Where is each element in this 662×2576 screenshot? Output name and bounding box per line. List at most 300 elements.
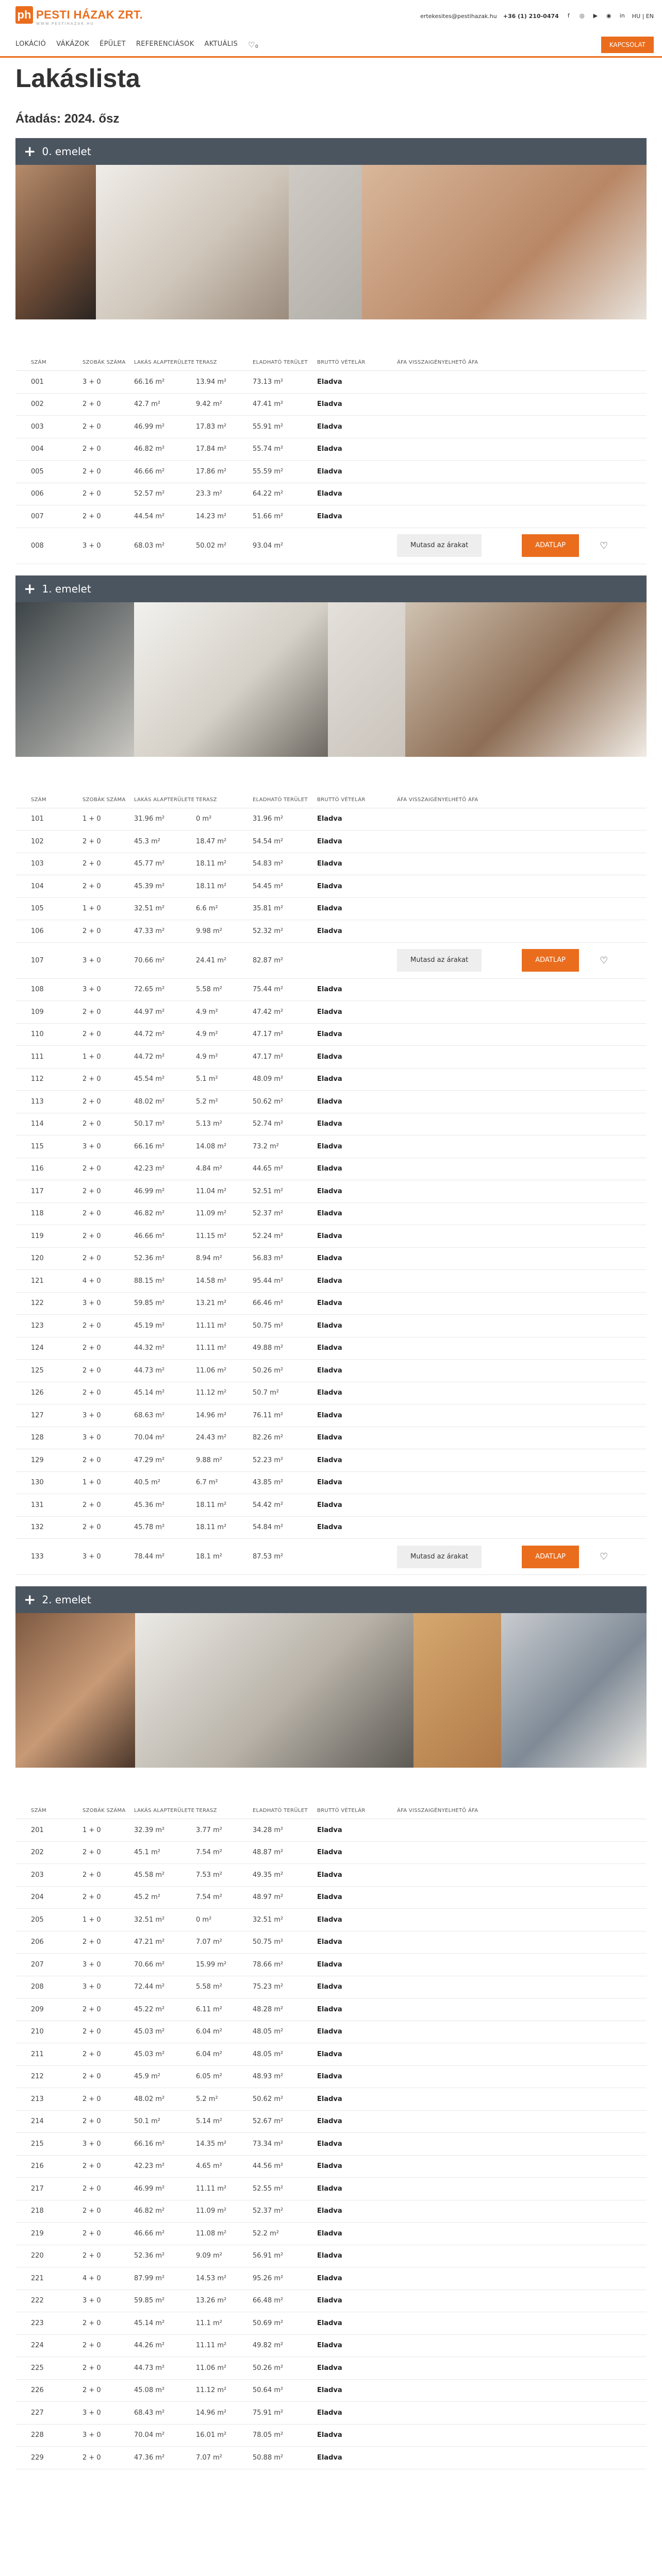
- column-header: TERASZ: [196, 796, 217, 803]
- table-cell: 7.54 m²: [196, 1849, 222, 1857]
- gallery-photo[interactable]: [134, 602, 328, 757]
- status-cell: Eladva: [317, 2297, 342, 2305]
- table-row: [15, 2111, 647, 2133]
- gallery-photo[interactable]: [405, 602, 647, 757]
- table-cell: 11.15 m²: [196, 1232, 227, 1240]
- status-cell: Eladva: [317, 1523, 342, 1532]
- table-cell: 70.66 m²: [134, 1960, 165, 1969]
- phone-link[interactable]: +36 (1) 210-0474: [503, 12, 559, 20]
- table-cell: 52.24 m²: [253, 1232, 284, 1240]
- table-cell: 66.46 m²: [253, 1299, 284, 1308]
- table-cell: 3 + 0: [82, 986, 101, 994]
- table-cell: 228: [31, 2431, 44, 2439]
- table-cell: 82.26 m²: [253, 1434, 284, 1442]
- table-cell: 73.34 m²: [253, 2140, 284, 2148]
- table-row: [15, 1180, 647, 1203]
- table-cell: 4.84 m²: [196, 1165, 222, 1173]
- table-cell: 2 + 0: [82, 1165, 101, 1173]
- table-cell: 9.42 m²: [196, 400, 222, 409]
- table-cell: 52.74 m²: [253, 1120, 284, 1128]
- table-cell: 32.51 m²: [253, 1916, 284, 1924]
- status-cell: Eladva: [317, 1938, 342, 1946]
- table-cell: 52.2 m²: [253, 2229, 279, 2238]
- show-prices-button[interactable]: Mutasd az árakat: [397, 1546, 482, 1568]
- table-cell: 103: [31, 860, 44, 868]
- table-cell: 48.02 m²: [134, 2095, 165, 2103]
- table-cell: 130: [31, 1479, 44, 1487]
- table-cell: 44.26 m²: [134, 2342, 165, 2350]
- table-cell: 45.77 m²: [134, 860, 165, 868]
- table-cell: 108: [31, 986, 44, 994]
- table-cell: 40.5 m²: [134, 1479, 160, 1487]
- table-cell: 64.22 m²: [253, 490, 284, 498]
- table-cell: 50.7 m²: [253, 1389, 279, 1397]
- logo-mark: ph: [15, 6, 33, 24]
- table-cell: 44.56 m²: [253, 2162, 284, 2171]
- table-cell: 45.3 m²: [134, 837, 160, 845]
- table-cell: 113: [31, 1097, 44, 1106]
- floor-toggle[interactable]: [15, 575, 647, 602]
- table-row: [15, 2178, 647, 2200]
- table-cell: 45.1 m²: [134, 1849, 160, 1857]
- table-cell: 46.66 m²: [134, 1232, 165, 1240]
- table-cell: 50.75 m²: [253, 1321, 284, 1330]
- show-prices-button[interactable]: Mutasd az árakat: [397, 534, 482, 557]
- logo[interactable]: [15, 6, 143, 24]
- table-cell: 210: [31, 2028, 44, 2036]
- spotify-icon[interactable]: ◉: [606, 12, 611, 19]
- column-header: ÁFA VISSZAIGÉNYELHETŐ ÁFA: [397, 796, 478, 803]
- table-cell: 44.72 m²: [134, 1030, 165, 1039]
- nav-item[interactable]: AKTUÁLIS: [204, 40, 238, 48]
- table-cell: 14.08 m²: [196, 1142, 227, 1150]
- table-cell: 55.59 m²: [253, 467, 284, 476]
- floor-title: 2. emelet: [42, 1594, 91, 1606]
- table-cell: 221: [31, 2274, 44, 2282]
- table-row: [15, 1472, 647, 1495]
- table-cell: 17.84 m²: [196, 445, 227, 453]
- table-row: [15, 394, 647, 416]
- column-header: SZÁM: [31, 1808, 46, 1814]
- table-cell: 2 + 0: [82, 1075, 101, 1083]
- table-cell: 70.66 m²: [134, 956, 165, 964]
- table-cell: 2 + 0: [82, 1389, 101, 1397]
- status-cell: Eladva: [317, 400, 342, 409]
- table-cell: 45.54 m²: [134, 1075, 165, 1083]
- table-cell: 45.2 m²: [134, 1893, 160, 1902]
- table-cell: 14.96 m²: [196, 1411, 227, 1419]
- table-cell: 105: [31, 905, 44, 913]
- table-cell: 82.87 m²: [253, 956, 284, 964]
- status-cell: Eladva: [317, 1232, 342, 1240]
- table-cell: 18.11 m²: [196, 1501, 227, 1509]
- table-cell: 104: [31, 882, 44, 890]
- table-cell: 54.42 m²: [253, 1501, 284, 1509]
- table-cell: 50.75 m²: [253, 1938, 284, 1946]
- table-cell: 17.83 m²: [196, 422, 227, 431]
- linkedin-icon[interactable]: in: [619, 12, 625, 19]
- table-row: [15, 1024, 647, 1046]
- details-button[interactable]: ADATLAP: [522, 534, 579, 557]
- table-cell: 2 + 0: [82, 1366, 101, 1375]
- status-cell: Eladva: [317, 1030, 342, 1039]
- status-cell: Eladva: [317, 2431, 342, 2439]
- actions-cell: [397, 534, 639, 557]
- table-cell: 227: [31, 2409, 44, 2417]
- table-row: [15, 505, 647, 528]
- table-cell: 205: [31, 1916, 44, 1924]
- youtube-icon[interactable]: ▶: [593, 12, 598, 19]
- table-cell: 52.55 m²: [253, 2184, 284, 2193]
- instagram-icon[interactable]: ◎: [579, 12, 585, 19]
- nav-item[interactable]: LOKÁCIÓ: [15, 40, 46, 48]
- table-cell: 45.22 m²: [134, 2005, 165, 2013]
- table-row: [15, 2066, 647, 2089]
- table-cell: 46.82 m²: [134, 445, 165, 453]
- show-prices-button[interactable]: Mutasd az árakat: [397, 949, 482, 972]
- table-row: [15, 2043, 647, 2066]
- gallery-photo[interactable]: [501, 1613, 647, 1768]
- table-cell: 2 + 0: [82, 860, 101, 868]
- table-row: [15, 1931, 647, 1954]
- table-row: [15, 1136, 647, 1158]
- column-header: SZOBÁK SZÁMA: [82, 1808, 126, 1814]
- table-cell: 47.17 m²: [253, 1053, 284, 1061]
- gallery-photo[interactable]: [15, 602, 134, 757]
- nav-item[interactable]: REFERENCIÁSOK: [136, 40, 194, 48]
- table-cell: 106: [31, 927, 44, 935]
- status-cell: Eladva: [317, 2005, 342, 2013]
- nav-item[interactable]: ÉPÜLET: [100, 40, 126, 48]
- table-cell: 3.77 m²: [196, 1826, 222, 1834]
- table-cell: 43.85 m²: [253, 1479, 284, 1487]
- table-cell: 3 + 0: [82, 378, 101, 386]
- table-cell: 114: [31, 1120, 44, 1128]
- table-cell: 17.86 m²: [196, 467, 227, 476]
- table-cell: 51.66 m²: [253, 512, 284, 520]
- table-cell: 208: [31, 1983, 44, 1991]
- table-cell: 3 + 0: [82, 1553, 101, 1561]
- gallery-photo[interactable]: [96, 165, 289, 319]
- table-cell: 2 + 0: [82, 1321, 101, 1330]
- status-cell: Eladva: [317, 2184, 342, 2193]
- table-cell: 66.16 m²: [134, 378, 165, 386]
- status-cell: Eladva: [317, 2095, 342, 2103]
- table-row: [15, 2021, 647, 2044]
- logo-subtitle: WWW.PESTIHAZAK.HU: [36, 22, 94, 26]
- table-cell: 209: [31, 2005, 44, 2013]
- table-cell: 11.1 m²: [196, 2319, 222, 2327]
- table-cell: 7.54 m²: [196, 1893, 222, 1902]
- table-row: [15, 1494, 647, 1517]
- table-cell: 226: [31, 2386, 44, 2395]
- status-cell: Eladva: [317, 512, 342, 520]
- table-cell: 14.96 m²: [196, 2409, 227, 2417]
- table-row: [15, 1248, 647, 1270]
- table-row: [15, 2290, 647, 2313]
- table-cell: 45.78 m²: [134, 1523, 165, 1532]
- status-cell: Eladva: [317, 2140, 342, 2148]
- table-cell: 2 + 0: [82, 1008, 101, 1016]
- status-cell: Eladva: [317, 1075, 342, 1083]
- table-cell: 2 + 0: [82, 1344, 101, 1352]
- table-cell: 2 + 0: [82, 1120, 101, 1128]
- table-cell: 50.26 m²: [253, 1366, 284, 1375]
- table-cell: 102: [31, 837, 44, 845]
- status-cell: Eladva: [317, 860, 342, 868]
- table-cell: 2 + 0: [82, 490, 101, 498]
- table-cell: 2 + 0: [82, 2005, 101, 2013]
- table-cell: 59.85 m²: [134, 1299, 165, 1308]
- table-cell: 45.03 m²: [134, 2028, 165, 2036]
- status-cell: Eladva: [317, 2409, 342, 2417]
- status-cell: Eladva: [317, 2386, 342, 2395]
- table-cell: 31.96 m²: [253, 815, 284, 823]
- table-cell: 52.57 m²: [134, 490, 165, 498]
- table-cell: 2 + 0: [82, 2184, 101, 2193]
- table-row: [15, 1517, 647, 1539]
- table-cell: 7.07 m²: [196, 2453, 222, 2462]
- nav-item[interactable]: VÁKÁZOK: [56, 40, 90, 48]
- table-cell: 45.19 m²: [134, 1321, 165, 1330]
- status-cell: Eladva: [317, 1120, 342, 1128]
- table-row: [15, 1539, 647, 1575]
- table-cell: 18.11 m²: [196, 1523, 227, 1532]
- table-cell: 11.08 m²: [196, 2229, 227, 2238]
- table-cell: 2 + 0: [82, 2050, 101, 2058]
- floor-toggle[interactable]: [15, 138, 647, 165]
- table-row: [15, 1404, 647, 1427]
- table-cell: 52.36 m²: [134, 2252, 165, 2260]
- status-cell: Eladva: [317, 1960, 342, 1969]
- table-row: [15, 416, 647, 438]
- table-cell: 9.98 m²: [196, 927, 222, 935]
- table-cell: 2 + 0: [82, 2207, 101, 2215]
- table-cell: 203: [31, 1871, 44, 1879]
- floor-gallery: [15, 165, 647, 319]
- status-cell: Eladva: [317, 927, 342, 935]
- table-cell: 52.51 m²: [253, 1187, 284, 1195]
- gallery-photo[interactable]: [328, 602, 405, 757]
- floor-toggle[interactable]: [15, 1586, 647, 1613]
- table-cell: 112: [31, 1075, 44, 1083]
- table-cell: 23.3 m²: [196, 490, 222, 498]
- table-row: [15, 1046, 647, 1069]
- table-row: [15, 1113, 647, 1136]
- gallery-photo[interactable]: [413, 1613, 501, 1768]
- table-cell: 2 + 0: [82, 1501, 101, 1509]
- favorites-heart-icon[interactable]: ♡ 0: [248, 40, 259, 49]
- table-cell: 44.73 m²: [134, 1366, 165, 1375]
- table-cell: 110: [31, 1030, 44, 1039]
- status-cell: Eladva: [317, 1411, 342, 1419]
- floor-list: [0, 138, 662, 2469]
- table-cell: 2 + 0: [82, 2095, 101, 2103]
- status-cell: Eladva: [317, 1479, 342, 1487]
- table-cell: 34.28 m²: [253, 1826, 284, 1834]
- table-cell: 4 + 0: [82, 1277, 101, 1285]
- table-row: [15, 853, 647, 876]
- table-row: [15, 920, 647, 943]
- table-cell: 213: [31, 2095, 44, 2103]
- status-cell: Eladva: [317, 837, 342, 845]
- table-cell: 78.05 m²: [253, 2431, 284, 2439]
- table-row: [15, 1225, 647, 1248]
- table-row: [15, 2245, 647, 2268]
- table-cell: 55.91 m²: [253, 422, 284, 431]
- table-cell: 4.65 m²: [196, 2162, 222, 2171]
- table-row: [15, 371, 647, 394]
- heart-icon[interactable]: ♡: [600, 540, 608, 551]
- table-cell: 66.48 m²: [253, 2297, 284, 2305]
- table-cell: 44.65 m²: [253, 1165, 284, 1173]
- table-cell: 47.42 m²: [253, 1008, 284, 1016]
- email-link[interactable]: ertekesites@pestihazak.hu: [420, 12, 497, 20]
- table-cell: 75.23 m²: [253, 1983, 284, 1991]
- table-cell: 54.45 m²: [253, 882, 284, 890]
- gallery-photo[interactable]: [15, 165, 96, 319]
- table-cell: 50.88 m²: [253, 2453, 284, 2462]
- table-row: [15, 1158, 647, 1181]
- table-cell: 52.32 m²: [253, 927, 284, 935]
- table-cell: 76.11 m²: [253, 1411, 284, 1419]
- table-cell: 24.43 m²: [196, 1434, 227, 1442]
- details-button[interactable]: ADATLAP: [522, 1546, 579, 1568]
- table-cell: 2 + 0: [82, 1255, 101, 1263]
- table-cell: 70.04 m²: [134, 2431, 165, 2439]
- table-cell: 68.03 m²: [134, 541, 165, 550]
- table-cell: 32.51 m²: [134, 1916, 165, 1924]
- table-cell: 3 + 0: [82, 541, 101, 550]
- table-cell: 2 + 0: [82, 1523, 101, 1532]
- table-cell: 6.6 m²: [196, 905, 218, 913]
- table-cell: 18.1 m²: [196, 1553, 222, 1561]
- status-cell: Eladva: [317, 905, 342, 913]
- main-nav: [0, 32, 662, 58]
- table-cell: 223: [31, 2319, 44, 2327]
- floor-title: 1. emelet: [42, 582, 91, 595]
- table-cell: 2 + 0: [82, 1210, 101, 1218]
- table-cell: 109: [31, 1008, 44, 1016]
- status-cell: Eladva: [317, 1299, 342, 1308]
- table-cell: 217: [31, 2184, 44, 2193]
- table-cell: 2 + 0: [82, 1871, 101, 1879]
- table-cell: 32.39 m²: [134, 1826, 165, 1834]
- status-cell: Eladva: [317, 2028, 342, 2036]
- table-cell: 5.2 m²: [196, 1097, 218, 1106]
- gallery-photo[interactable]: [289, 165, 362, 319]
- table-cell: 47.21 m²: [134, 1938, 165, 1946]
- status-cell: Eladva: [317, 1321, 342, 1330]
- table-cell: 2 + 0: [82, 2342, 101, 2350]
- table-cell: 73.2 m²: [253, 1142, 279, 1150]
- column-header: SZOBÁK SZÁMA: [82, 796, 126, 803]
- table-cell: 32.51 m²: [134, 905, 165, 913]
- table-cell: 116: [31, 1165, 44, 1173]
- table-cell: 1 + 0: [82, 1826, 101, 1834]
- table-cell: 2 + 0: [82, 1030, 101, 1039]
- table-cell: 2 + 0: [82, 1893, 101, 1902]
- table-cell: 46.82 m²: [134, 2207, 165, 2215]
- table-cell: 55.74 m²: [253, 445, 284, 453]
- facebook-icon[interactable]: f: [567, 12, 570, 19]
- gallery-photo[interactable]: [362, 165, 647, 319]
- table-cell: 46.82 m²: [134, 1210, 165, 1218]
- column-header: TERASZ: [196, 1808, 217, 1814]
- table-cell: 6.05 m²: [196, 2073, 222, 2081]
- table-cell: 2 + 0: [82, 2229, 101, 2238]
- table-cell: 2 + 0: [82, 400, 101, 409]
- column-header: LAKÁS ALAPTERÜLETE: [134, 1808, 195, 1814]
- favorites-count: 0: [255, 44, 259, 49]
- table-cell: 002: [31, 400, 44, 409]
- table-row: [15, 1909, 647, 1931]
- table-cell: 5.1 m²: [196, 1075, 218, 1083]
- table-cell: 24.41 m²: [196, 956, 227, 964]
- table-cell: 2 + 0: [82, 2162, 101, 2171]
- table-row: [15, 2088, 647, 2111]
- table-cell: 115: [31, 1142, 44, 1150]
- heart-icon[interactable]: ♡: [600, 1551, 608, 1562]
- table-cell: 9.09 m²: [196, 2252, 222, 2260]
- table-cell: 111: [31, 1053, 44, 1061]
- column-header: ÁFA VISSZAIGÉNYELHETŐ ÁFA: [397, 1808, 478, 1814]
- column-header: SZOBÁK SZÁMA: [82, 360, 126, 365]
- table-cell: 6.04 m²: [196, 2050, 222, 2058]
- table-cell: 14.53 m²: [196, 2274, 227, 2282]
- table-cell: 47.29 m²: [134, 1456, 165, 1464]
- gallery-photo[interactable]: [15, 1613, 135, 1768]
- table-cell: 45.39 m²: [134, 882, 165, 890]
- table-cell: 18.47 m²: [196, 837, 227, 845]
- language-switch[interactable]: HU | EN: [632, 12, 654, 20]
- table-cell: 52.37 m²: [253, 1210, 284, 1218]
- table-row: [15, 1337, 647, 1360]
- details-button[interactable]: ADATLAP: [522, 949, 579, 972]
- table-cell: 2 + 0: [82, 2386, 101, 2395]
- status-cell: Eladva: [317, 1983, 342, 1991]
- table-cell: 5.14 m²: [196, 2117, 222, 2126]
- contact-button[interactable]: KAPCSOLAT: [601, 37, 654, 53]
- table-cell: 47.17 m²: [253, 1030, 284, 1039]
- status-cell: Eladva: [317, 1165, 342, 1173]
- table-cell: 42.23 m²: [134, 2162, 165, 2171]
- table-row: [15, 1069, 647, 1091]
- plus-icon: +: [24, 1591, 36, 1608]
- table-cell: 68.43 m²: [134, 2409, 165, 2417]
- table-cell: 4 + 0: [82, 2274, 101, 2282]
- table-cell: 219: [31, 2229, 44, 2238]
- table-cell: 124: [31, 1344, 44, 1352]
- floor-title: 0. emelet: [42, 145, 91, 158]
- table-cell: 220: [31, 2252, 44, 2260]
- status-cell: Eladva: [317, 422, 342, 431]
- table-cell: 59.85 m²: [134, 2297, 165, 2305]
- table-cell: 2 + 0: [82, 1187, 101, 1195]
- table-cell: 88.15 m²: [134, 1277, 165, 1285]
- table-cell: 11.09 m²: [196, 2207, 227, 2215]
- table-cell: 11.11 m²: [196, 2342, 227, 2350]
- table-row: [15, 808, 647, 831]
- contact-bar: [420, 12, 654, 20]
- table-cell: 44.54 m²: [134, 512, 165, 520]
- handover-date: Átadás: 2024. ősz: [15, 112, 120, 126]
- heart-icon[interactable]: ♡: [600, 955, 608, 966]
- table-cell: 201: [31, 1826, 44, 1834]
- table-cell: 87.53 m²: [253, 1553, 284, 1561]
- column-header: LAKÁS ALAPTERÜLETE: [134, 796, 195, 803]
- gallery-photo[interactable]: [135, 1613, 413, 1768]
